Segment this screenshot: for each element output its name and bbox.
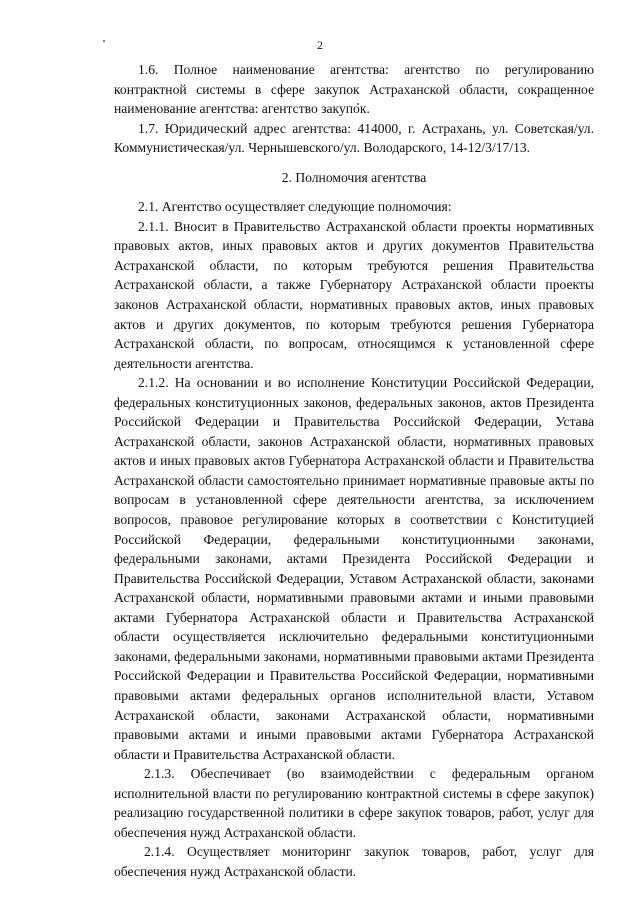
paragraph-1-7: 1.7. Юридический адрес агентства: 414000, г. Астрахань, ул. Советская/ул. Коммунистическая/ул. Чернышевского/ул. Володарского, 14-12/3/17/13. xyxy=(114,120,594,156)
paragraph-2-1: 2.1. Агентство осуществляет следующие полномочия: xyxy=(138,199,452,215)
paragraph-2-1-4: 2.1.4. Осуществляет мониторинг закупок товаров, работ, услуг для обеспечения нужд Астраханской области. xyxy=(114,844,594,879)
paragraph-2-1-1: 2.1.1. Вносит в Правительство Астраханской области проекты нормативных правовых актов, иных правовых актов и других документов Правительства Астраханской области, по которым требуются решения Правительства Астраханской области, а также Губернатору Астраханской области проекты законов Астраханской области, нормативных правовых актов, иных правовых актов и других документов, по которым требуются решения Губернатора Астраханской области, по вопросам, относящимся к установленной сфере деятельности агентства. xyxy=(114,218,594,371)
paragraph-2-1-2: 2.1.2. На основании и во исполнение Конституции Российской Федерации, федеральных конституционных законов, федеральных законов, актов Президента Российской Федерации и Правительства Российской Федерации, Устава Астраханской области, законов Астраханской области, нормативных правовых актов и иных правовых актов Губернатора Астраханской области и Правительства Астраханской области самостоятельно принимает нормативные правовые акты по вопросам в установленной сфере деятельности агентства, за исключением вопросов, правовое регулирование которых в соответствии с Конституцией Российской Федерации, федеральными конституционными законами, федеральными законами, актами Президента Российской Федерации и Правительства Российской Федерации, Уставом Астраханской области, законами Астраханской области, нормативными правовыми актами и иными правовыми актами Губернатора Астраханской области и Правительства Астраханской области осуществляется исключительно федеральными конституционными законами, федеральными законами, нормативными правовыми актами Президента Российской Федерации и Правительства Российской Федерации, нормативными правовыми актами федеральных органов исполнительной власти, Уставом Астраханской области, законами Астраханской области, нормативными правовыми актами и иными правовыми актами Губернатора Астраханской области и Правительства Астраханской области. xyxy=(114,375,594,762)
document-body xyxy=(114,60,594,881)
section-heading: 2. Полномочия агентства xyxy=(281,169,427,185)
paragraph-2-1-3: 2.1.3. Обеспечивает (во взаимодействии с федеральным органом исполнительной власти по регулированию контрактной системы в сфере закупок) реализацию государственной политики в сфере закупок товаров, работ, услуг для обеспечения нужд Астраханской области. xyxy=(114,766,594,840)
paragraph-1-6: 1.6. Полное наименование агентства: агентство по регулированию контрактной системы в сфере закупок Астраханской области, сокращенное наименование агентства: агентство закупок. xyxy=(114,62,594,117)
page-number: 2 xyxy=(317,38,323,52)
